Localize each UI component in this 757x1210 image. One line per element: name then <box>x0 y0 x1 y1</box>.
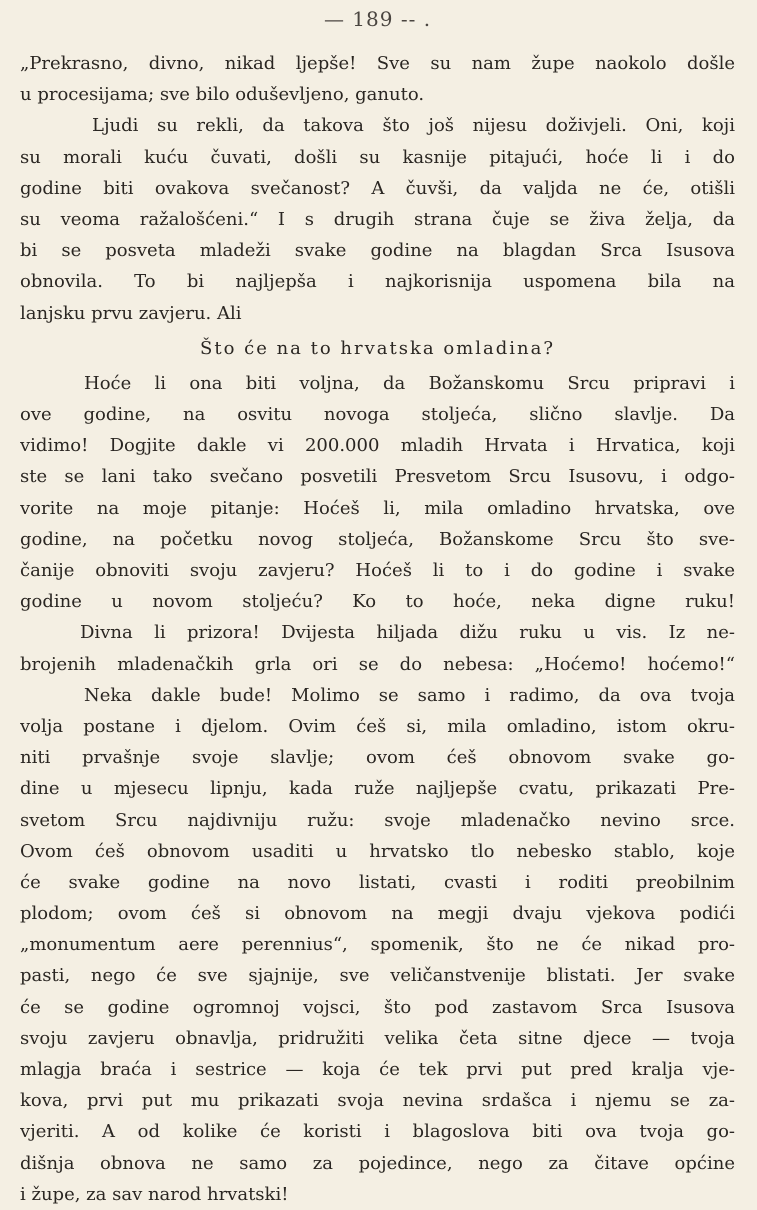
paragraph <box>20 680 735 1210</box>
text-line: će se godine ogromnoj vojsci, što pod zastavom Srca Isusova <box>20 996 735 1018</box>
text-line: ove godine, na osvitu novoga stoljeća, slično slavlje. Da <box>20 404 735 426</box>
text-line: Hoće li ona biti voljna, da Božanskomu Srcu pripravi i <box>84 372 735 394</box>
text-line: čanije obnoviti svoju zavjeru? Hoćeš li to i do godine i svake <box>20 560 735 581</box>
page-number: — 189 -- . <box>323 7 432 31</box>
text-line: vorite na moje pitanje: Hoćeš li, mila omladino hrvatska, ove <box>20 497 735 519</box>
section-heading: Što će na to hrvatska omladina? <box>200 337 555 359</box>
text-line: Divna li prizora! Dvijesta hiljada dižu ruku u vis. Iz ne- <box>80 622 735 644</box>
text-line: su veoma ražalošćeni.“ I s drugih strana čuje se živa želja, da <box>20 208 735 230</box>
text-line: mlagja braća i sestrice — koja će tek prvi put pred kralja vje- <box>20 1059 735 1080</box>
text-line: su morali kuću čuvati, došli su kasnije pitajući, hoće li i do <box>20 146 735 168</box>
paragraph <box>20 368 735 618</box>
text-line: plodom; ovom ćeš si obnovom na megji dvaju vjekova podići <box>20 903 735 925</box>
text-line: godine, na početku novog stoljeća, Božanskome Srcu što sve- <box>20 528 735 550</box>
text-line: u procesijama; sve bilo oduševljeno, ganuto. <box>20 84 425 106</box>
text-line: godine biti ovakova svečanost? A čuvši, da valjda ne će, otišli <box>20 177 735 199</box>
text-line: lanjsku prvu zavjeru. Ali <box>20 302 242 324</box>
page-body <box>20 48 735 1210</box>
text-line: brojenih mladenačkih grla ori se do nebesa: „Hoćemo! hoćemo!“ <box>20 653 735 675</box>
text-line: Ovom ćeš obnovom usaditi u hrvatsko tlo nebesko stablo, koje <box>20 840 735 862</box>
paragraph <box>20 617 735 679</box>
text-line: vjeriti. A od kolike će koristi i blagoslova biti ova tvoja go- <box>20 1121 735 1143</box>
paragraph <box>20 48 735 329</box>
text-line: i župe, za sav narod hrvatski! <box>20 1183 289 1205</box>
text-line: dišnja obnova ne samo za pojedince, nego za čitave općine <box>20 1152 735 1174</box>
text-line: Ljudi su rekli, da takova što još nijesu doživjeli. Oni, koji <box>92 115 735 137</box>
text-line: dine u mjesecu lipnju, kada ruže najljepše cvatu, prikazati Pre- <box>20 778 735 800</box>
text-line: svoju zavjeru obnavlja, pridružiti velika četa sitne djece — tvoja <box>20 1027 735 1049</box>
text-line: volja postane i djelom. Ovim ćeš si, mila omladino, istom okru- <box>20 715 735 737</box>
text-line: „monumentum aere perennius“, spomenik, što ne će nikad pro- <box>20 934 735 956</box>
text-line: bi se posveta mladeži svake godine na blagdan Srca Isusova <box>20 240 735 262</box>
text-line: će svake godine na novo listati, cvasti i roditi preobilnim <box>20 871 735 893</box>
text-line: Neka dakle bude! Molimo se samo i radimo, da ova tvoja <box>84 684 735 706</box>
text-line: „Prekrasno, divno, nikad ljepše! Sve su nam župe naokolo došle <box>20 53 735 74</box>
text-line: ste se lani tako svečano posvetili Presvetom Srcu Isusovu, i odgo- <box>20 466 735 488</box>
text-line: svetom Srcu najdivniju ružu: svoje mladenačko nevino srce. <box>20 809 735 831</box>
text-line: niti prvašnje svoje slavlje; ovom ćeš obnovom svake go- <box>20 747 735 769</box>
text-line: pasti, nego će sve sjajnije, sve veličanstvenije blistati. Jer svake <box>20 965 735 987</box>
text-line: godine u novom stoljeću? Ko to hoće, neka digne ruku! <box>20 591 735 613</box>
text-line: vidimo! Dogjite dakle vi 200.000 mladih Hrvata i Hrvatica, koji <box>20 435 735 457</box>
text-line: obnovila. To bi najljepša i najkorisnija uspomena bila na <box>20 271 735 293</box>
text-line: kova, prvi put mu prikazati svoja nevina srdašca i njemu se za- <box>20 1090 735 1112</box>
